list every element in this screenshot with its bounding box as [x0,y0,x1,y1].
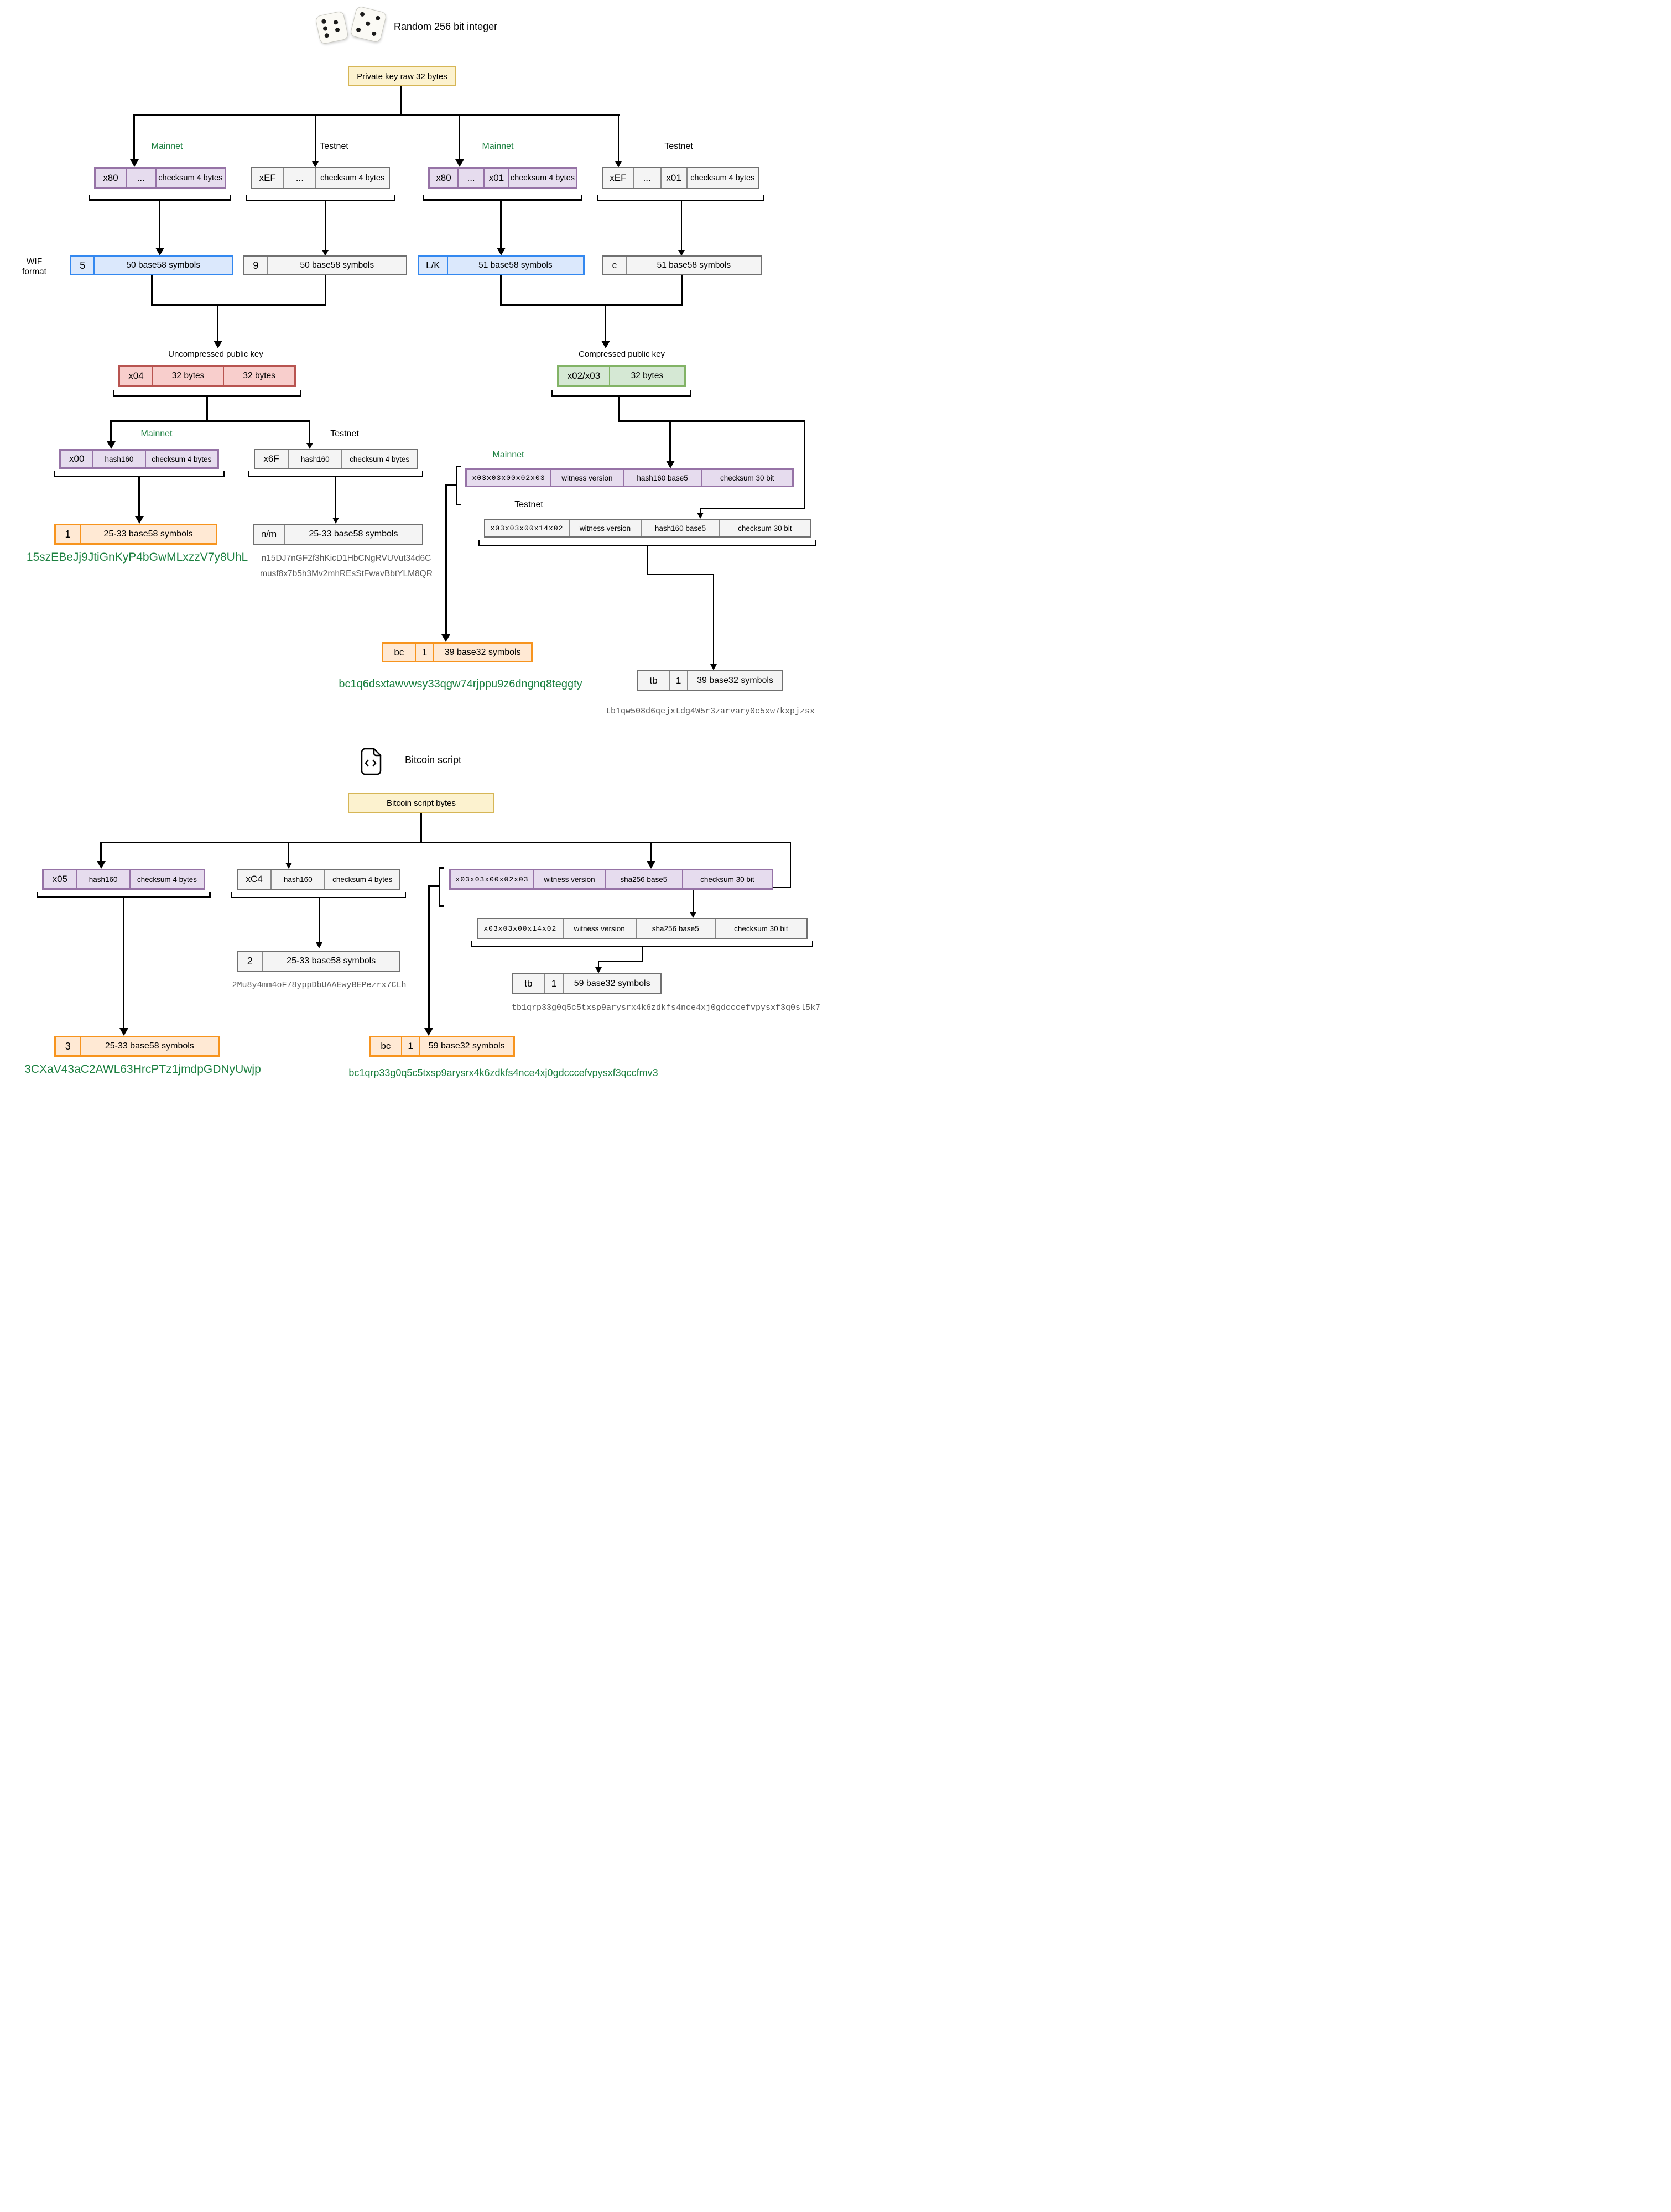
private-key-box [348,66,456,86]
network-label-testnet: Testnet [664,142,693,151]
address-p2sh-testnet: 2Mu8y4mm4oF78yppDbUAAEwyBEPezrx7CLh [232,980,407,990]
cell-payload: ... [457,169,483,187]
connector-line [618,397,620,422]
cell-hash: sha256 base5 [636,919,715,938]
connector-line [445,484,447,634]
connector-line [110,420,112,441]
arrow-down-icon [647,861,655,869]
address-p2pkh-testnet-box [253,524,423,545]
die-pip [375,15,381,21]
arrow-down-icon [595,967,602,973]
connector-line [315,114,316,161]
cell-prefix: xC4 [246,874,263,884]
cell-prefix: x05 [52,874,67,884]
die-pip [365,21,371,27]
cell-checksum: checksum 4 bytes [686,168,758,188]
script-section-title: Bitcoin script [405,754,462,765]
connector-line [605,304,606,341]
underbrace [551,390,691,397]
arrow-down-icon [666,461,675,468]
cell-x: 32 bytes [152,367,223,385]
cell-checksum: checksum 4 bytes [155,169,225,187]
cell-separator: 1 [544,974,563,993]
network-label-mainnet: Mainnet [482,142,514,151]
connector-line [500,304,683,306]
arrow-down-icon [97,861,106,869]
cell-prefix: 5 [80,259,86,271]
connector-line [790,842,791,888]
die-pip [333,20,338,25]
arrow-down-icon [497,248,506,255]
cell-body: 59 base32 symbols [563,974,660,993]
wif-prefix-mainnet-compressed-box [428,167,577,189]
cell-body: 25-33 base58 symbols [80,525,216,543]
uncompressed-pubkey-label: Uncompressed public key [168,349,263,359]
cell-payload: ... [633,168,660,188]
p2wsh-testnet-box [477,918,808,939]
connector-line [650,842,652,861]
cell-witness-version: witness version [550,470,623,486]
cell-body: 25-33 base58 symbols [284,525,422,544]
cell-suffix: x01 [483,169,508,187]
connector-line [459,114,460,159]
connector-line [681,275,683,306]
connector-line [123,898,124,1028]
cell-x: 32 bytes [609,367,684,385]
arrow-down-icon [306,443,313,449]
dice-icon [350,6,387,43]
arrow-down-icon [285,863,292,869]
connector-line [100,842,102,861]
cell-prefix: x03x03x00x14x02 [490,524,564,533]
wif-prefix-mainnet-uncompressed-box [94,167,226,189]
cell-prefix: xEF [259,173,276,183]
connector-line [325,201,326,250]
arrow-down-icon [424,1028,433,1036]
wif-testnet-uncompressed-box [243,255,407,275]
connector-line [400,86,402,115]
arrow-down-icon [130,159,139,167]
arrow-down-icon [107,441,116,449]
cell-checksum: checksum 30 bit [719,520,810,536]
connector-line [647,574,714,575]
network-label-testnet: Testnet [320,142,348,151]
cell-body: 51 base58 symbols [447,257,583,274]
cell-hash: hash160 [76,870,129,888]
die-pip [324,33,329,38]
cell-body: 50 base58 symbols [93,257,232,274]
p2wsh-mainnet-box [449,869,773,890]
connector-line [101,842,791,843]
cell-suffix: x01 [660,168,686,188]
cell-body: 51 base58 symbols [626,257,761,274]
cell-prefix: x80 [436,173,451,183]
connector-line [159,201,160,248]
compressed-pubkey-label: Compressed public key [579,349,665,359]
connector-line [713,574,714,665]
cell-hash: hash160 [92,451,144,467]
cell-prefix: x03x03x00x02x03 [472,473,545,482]
connector-line [446,484,456,486]
cell-checksum: checksum 30 bit [701,470,792,486]
cell-prefix: x00 [69,453,85,464]
arrow-down-icon [214,341,222,348]
address-p2wsh-mainnet: bc1qrp33g0q5c5txsp9arysrx4k6zdkfs4nce4xj0gdcccefvpysxf3qccfmv3 [348,1067,658,1078]
connector-line [618,114,619,161]
address-p2wpkh-testnet: tb1qw508d6qejxtdg4W5r3zarvary0c5xw7kxpjzsx [605,707,815,716]
underbrace [423,195,582,201]
dice-icon [315,11,349,45]
cell-prefix: xEF [610,173,627,183]
address-p2sh-mainnet-box [54,1036,220,1057]
connector-line [598,961,643,962]
arrow-down-icon [697,513,704,519]
arrow-down-icon [690,912,696,918]
arrow-down-icon [710,664,717,670]
connector-line [288,842,289,863]
address-p2pkh-testnet-line1: n15DJ7nGF2f3hKicD1HbCNgRVUVut34d6C [261,554,431,563]
underbrace [471,941,813,947]
p2pkh-mainnet-box [59,449,219,469]
die-pip [322,26,327,31]
wif-format-label: WIF format [22,257,46,276]
address-p2wpkh-testnet-box [637,670,783,691]
address-p2pkh-testnet-line2: musf8x7b5h3Mv2mhREsStFwavBbtYLM8QR [260,569,433,578]
cell-prefix: x6F [263,453,279,464]
address-p2wpkh-mainnet-box [382,642,533,662]
connector-line [618,420,805,422]
arrow-down-icon [332,518,339,524]
wif-mainnet-uncompressed-box [70,255,233,275]
cell-body: 59 base32 symbols [419,1037,513,1055]
address-p2wsh-testnet: tb1qrp33g0q5c5txsp9arysrx4k6zdkfs4nce4xj0gdcccefvpysxf3q0sl5k7 [511,1003,821,1013]
connector-line [110,420,310,422]
connector-line [325,275,326,306]
cell-witness-version: witness version [569,520,641,536]
script-bytes-box [348,793,494,813]
cell-checksum: checksum 4 bytes [145,451,217,467]
network-label-mainnet: Mainnet [492,450,524,460]
wif-prefix-testnet-compressed-box [602,167,759,189]
address-p2sh-testnet-box [237,951,400,972]
wif-prefix-testnet-uncompressed-box [251,167,390,189]
arrow-down-icon [441,634,450,642]
connector-line [134,114,620,116]
cell-prefix: x80 [103,173,118,183]
arrow-down-icon [316,942,322,948]
connector-line [319,898,320,943]
cell-separator: 1 [669,671,687,690]
connector-line [133,114,135,159]
network-label-mainnet: Mainnet [151,142,183,151]
connector-line [309,420,310,444]
arrow-down-icon [455,159,464,167]
cell-separator: 1 [415,644,434,661]
connector-line [500,275,502,306]
die-pip [360,12,365,17]
connector-line [420,813,422,843]
cell-checksum: checksum 30 bit [715,919,806,938]
underbrace [248,471,423,477]
cell-hrp: tb [649,675,658,686]
die-pip [321,19,326,24]
cell-prefix: L/K [426,260,440,270]
connector-line [429,885,439,887]
script-bytes-label: Bitcoin script bytes [386,798,456,808]
address-p2pkh-mainnet-box [54,524,217,545]
p2wpkh-mainnet-box [465,468,794,487]
underbrace [89,195,231,201]
connector-line [335,477,336,518]
die-pip [356,27,361,33]
cell-y: 32 bytes [223,367,294,385]
p2sh-mainnet-box [42,869,205,890]
connector-line [669,420,671,461]
address-p2wsh-testnet-box [512,973,662,994]
connector-line [217,304,218,341]
address-p2sh-mainnet: 3CXaV43aC2AWL63HrcPTz1jmdpGDNyUwjp [24,1063,261,1076]
arrow-down-icon [601,341,610,348]
arrow-down-icon [119,1028,128,1036]
page-title: Random 256 bit integer [394,21,498,32]
compressed-pubkey-box [557,365,686,387]
cell-witness-version: witness version [563,919,636,938]
cell-prefix: 3 [65,1040,71,1052]
cell-prefix: c [612,260,617,270]
cell-body: 25-33 base58 symbols [80,1037,218,1055]
cell-body: 50 base58 symbols [267,257,406,274]
bitcoin-key-address-diagram [0,0,835,1106]
network-label-testnet: Testnet [514,500,543,509]
address-p2wsh-mainnet-box [369,1036,515,1057]
uncompressed-pubkey-box [118,365,296,387]
connector-line [500,201,502,248]
connector-line [642,947,643,962]
connector-line [804,420,805,509]
cell-hash: sha256 base5 [605,870,682,888]
cell-prefix: x02/x03 [567,371,601,381]
wif-testnet-compressed-box [602,255,762,275]
cell-checksum: checksum 4 bytes [315,168,389,188]
cell-payload: ... [283,168,315,188]
wif-mainnet-compressed-box [418,255,585,275]
cell-prefix: x04 [128,371,144,381]
p2wpkh-testnet-box [484,519,811,538]
cell-hash: hash160 [288,450,341,468]
connector-line [693,887,694,912]
cell-prefix: 1 [65,528,71,540]
left-brace [439,867,444,907]
left-brace [456,466,461,505]
connector-line [700,508,805,509]
cell-witness-version: witness version [533,870,605,888]
cell-hrp: tb [524,978,533,989]
connector-line [206,397,208,422]
die-pip [335,27,340,32]
cell-hrp: bc [381,1041,391,1051]
cell-hrp: bc [394,646,404,658]
address-p2pkh-mainnet: 15szEBeJj9JtiGnKyP4bGwMLxzzV7y8UhL [26,551,248,564]
script-file-icon [361,748,382,775]
cell-payload: ... [126,169,155,187]
cell-prefix: 9 [253,259,259,271]
underbrace [246,195,395,201]
cell-prefix: x03x03x00x14x02 [483,924,557,933]
underbrace [478,540,816,546]
cell-hash: hash160 [270,870,324,889]
die-pip [371,31,377,36]
cell-checksum: checksum 4 bytes [508,169,576,187]
cell-checksum: checksum 4 bytes [341,450,417,468]
connector-line [681,201,682,250]
connector-line [151,275,153,306]
underbrace [597,195,764,201]
cell-prefix: x03x03x00x02x03 [455,875,529,884]
cell-hash: hash160 base5 [641,520,719,536]
underbrace [37,892,211,898]
connector-line [138,477,140,516]
cell-hash: hash160 base5 [623,470,701,486]
cell-checksum: checksum 30 bit [682,870,772,888]
connector-line [428,885,430,1028]
cell-body: 39 base32 symbols [433,644,531,661]
arrow-down-icon [155,248,164,255]
connector-line [151,304,326,306]
arrow-down-icon [135,516,144,524]
cell-prefix: n/m [261,529,277,539]
private-key-label: Private key raw 32 bytes [357,71,447,81]
p2pkh-testnet-box [254,449,418,469]
cell-separator: 1 [401,1037,419,1055]
cell-body: 25-33 base58 symbols [262,952,399,971]
connector-line [647,546,648,575]
cell-checksum: checksum 4 bytes [129,870,204,888]
cell-checksum: checksum 4 bytes [324,870,399,889]
network-label-testnet: Testnet [330,429,359,439]
p2sh-testnet-box [237,869,400,890]
address-p2wpkh-mainnet: bc1q6dsxtawvwsy33qgw74rjppu9z6dngnq8teggty [339,678,582,690]
underbrace [54,471,225,477]
cell-prefix: 2 [247,955,253,967]
network-label-mainnet: Mainnet [140,429,173,439]
underbrace [231,892,406,898]
underbrace [113,390,301,397]
cell-body: 39 base32 symbols [687,671,782,690]
